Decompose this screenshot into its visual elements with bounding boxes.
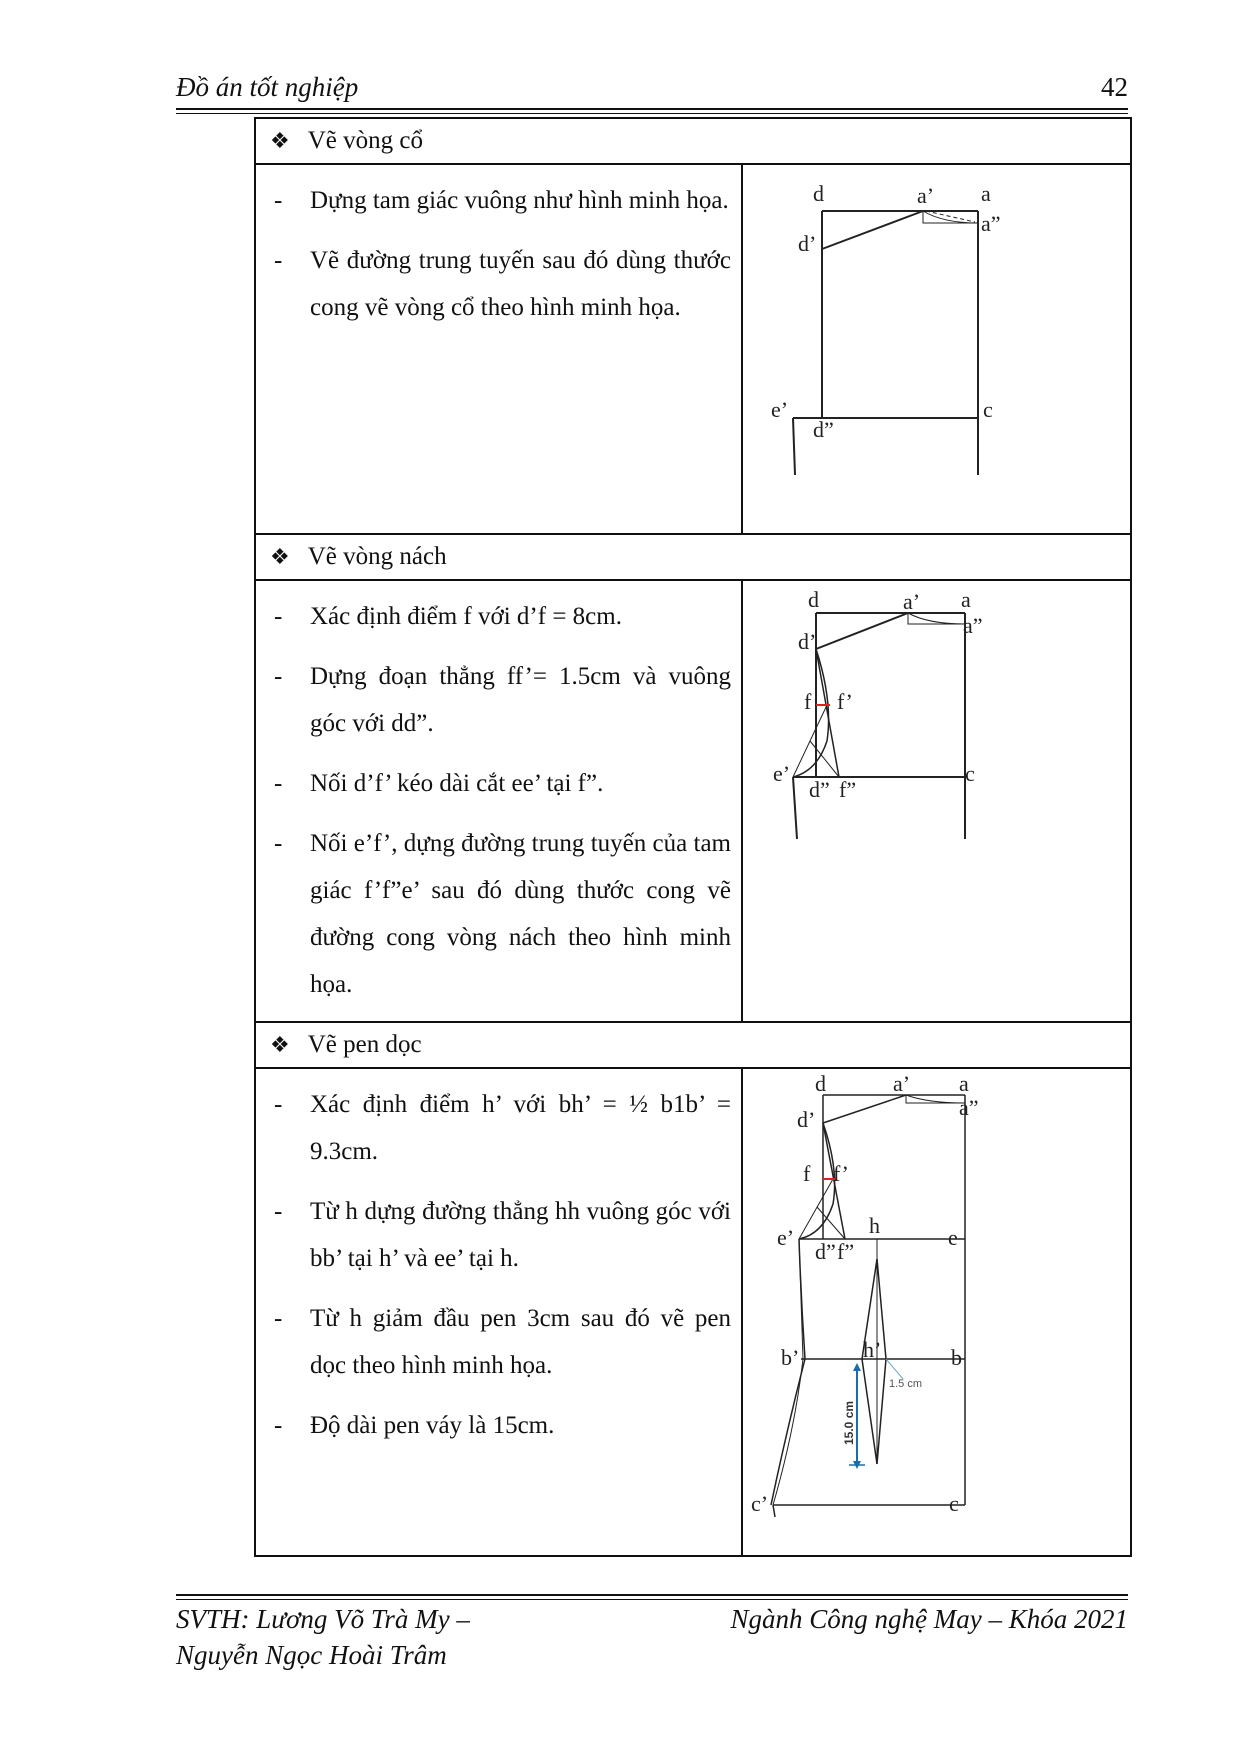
section-heading-row <box>255 1022 1131 1068</box>
figure-point-label: d’ <box>798 231 817 256</box>
step-item: - Từ h dựng đường thẳng hh vuông góc với bb’ tại h’ và ee’ tại h. <box>274 1198 731 1272</box>
figure-point-label: a’ <box>903 589 921 614</box>
step-item: - Vẽ đường trung tuyến sau đó dùng thước cong vẽ vòng cổ theo hình minh họa. <box>274 247 731 321</box>
figure-point-label: h’ <box>863 1337 882 1362</box>
figure-point-label: f’ <box>833 1161 849 1186</box>
figure-point-label: f” <box>837 1239 855 1264</box>
figure-point-label: e’ <box>773 761 791 786</box>
figure-point-label: d <box>813 181 824 206</box>
header-title: Đồ án tốt nghiệp <box>176 72 359 102</box>
step-item: - Dựng tam giác vuông như hình minh họa. <box>274 187 729 214</box>
figure-point-label: f <box>803 1161 811 1186</box>
footer-author-line2: Nguyễn Ngọc Hoài Trâm <box>176 1640 447 1670</box>
armhole-figure <box>743 581 1129 893</box>
step-item: - Xác định điểm f với d’f = 8cm. <box>274 603 622 630</box>
footer-program: Ngành Công nghệ May – Khóa 2021 <box>730 1604 1128 1634</box>
dart-figure <box>743 1069 1129 1555</box>
section-heading: Vẽ pen dọc <box>307 1031 422 1058</box>
step-item: - Từ h giảm đầu pen 3cm sau đó vẽ pen dọc theo hình minh họa. <box>274 1305 731 1379</box>
diamond-bullet-icon: ❖ <box>270 1032 290 1057</box>
figure-cell <box>742 164 1131 534</box>
figure-point-label: c <box>965 761 975 786</box>
figure-point-label: f <box>804 689 812 714</box>
footer-rule-thin <box>176 1599 1128 1600</box>
figure-point-label: c <box>983 397 993 422</box>
figure-cell <box>742 1068 1131 1556</box>
figure-point-label: c <box>949 1491 959 1516</box>
header-rule-thin <box>176 113 1128 114</box>
figure-point-label: b <box>951 1345 962 1370</box>
neckline-figure <box>743 165 1129 533</box>
step-item: - Xác định điểm h’ với bh’ = ½ b1b’ = 9.3cm. <box>274 1091 731 1165</box>
step-item: - Nối e’f’, dựng đường trung tuyến của tam giác f’f”e’ sau đó dùng thước cong vẽ đường cong vòng nách theo hình minh họa. <box>274 830 731 998</box>
figure-point-label: h <box>869 1213 880 1238</box>
figure-point-label: a” <box>981 211 1001 236</box>
section-content-row <box>255 580 1131 1022</box>
figure-cell <box>742 580 1131 1022</box>
figure-point-label: d” <box>809 777 830 802</box>
section-heading: Vẽ vòng nách <box>307 543 447 570</box>
section-content-row <box>255 1068 1131 1556</box>
step-item: - Độ dài pen váy là 15cm. <box>274 1412 555 1439</box>
figure-point-label: d” <box>813 417 834 442</box>
figure-point-label: d” <box>815 1239 836 1264</box>
figure-point-label: 15.0 cm <box>842 1400 856 1445</box>
figure-point-label: c’ <box>751 1491 769 1516</box>
figure-point-label: a’ <box>893 1071 911 1096</box>
section-heading-row <box>255 118 1131 164</box>
figure-point-label: d’ <box>797 1107 816 1132</box>
diamond-bullet-icon: ❖ <box>270 544 290 569</box>
footer-rule <box>176 1594 1128 1596</box>
figure-point-label: e’ <box>777 1225 795 1250</box>
section-heading-row <box>255 534 1131 580</box>
figure-point-label: a’ <box>917 183 935 208</box>
page-number: 42 <box>1101 72 1128 102</box>
figure-point-label: a” <box>959 1095 979 1120</box>
figure-point-label: d <box>815 1071 826 1096</box>
figure-point-label: d’ <box>798 629 817 654</box>
figure-point-label: a” <box>963 613 983 638</box>
figure-point-label: b’ <box>781 1345 800 1370</box>
figure-point-label: e <box>948 1225 958 1250</box>
figure-point-label: d <box>808 587 819 612</box>
footer-author-line1: SVTH: Lương Võ Trà My – <box>176 1604 470 1634</box>
diamond-bullet-icon: ❖ <box>270 128 290 153</box>
figure-point-label: f’ <box>837 689 853 714</box>
figure-point-label: a <box>959 1071 969 1096</box>
figure-point-label: a <box>961 587 971 612</box>
figure-point-label: e’ <box>771 397 789 422</box>
section-heading: Vẽ vòng cổ <box>307 127 423 154</box>
figure-point-label: a <box>981 181 991 206</box>
instruction-table <box>254 117 1132 1557</box>
figure-point-label: f” <box>839 777 857 802</box>
step-item: - Dựng đoạn thẳng ff’= 1.5cm và vuông góc với dd”. <box>274 663 731 737</box>
step-item: - Nối d’f’ kéo dài cắt ee’ tại f”. <box>274 770 604 797</box>
header-rule <box>176 108 1128 110</box>
section-content-row <box>255 164 1131 534</box>
figure-point-label: 1.5 cm <box>889 1378 923 1390</box>
